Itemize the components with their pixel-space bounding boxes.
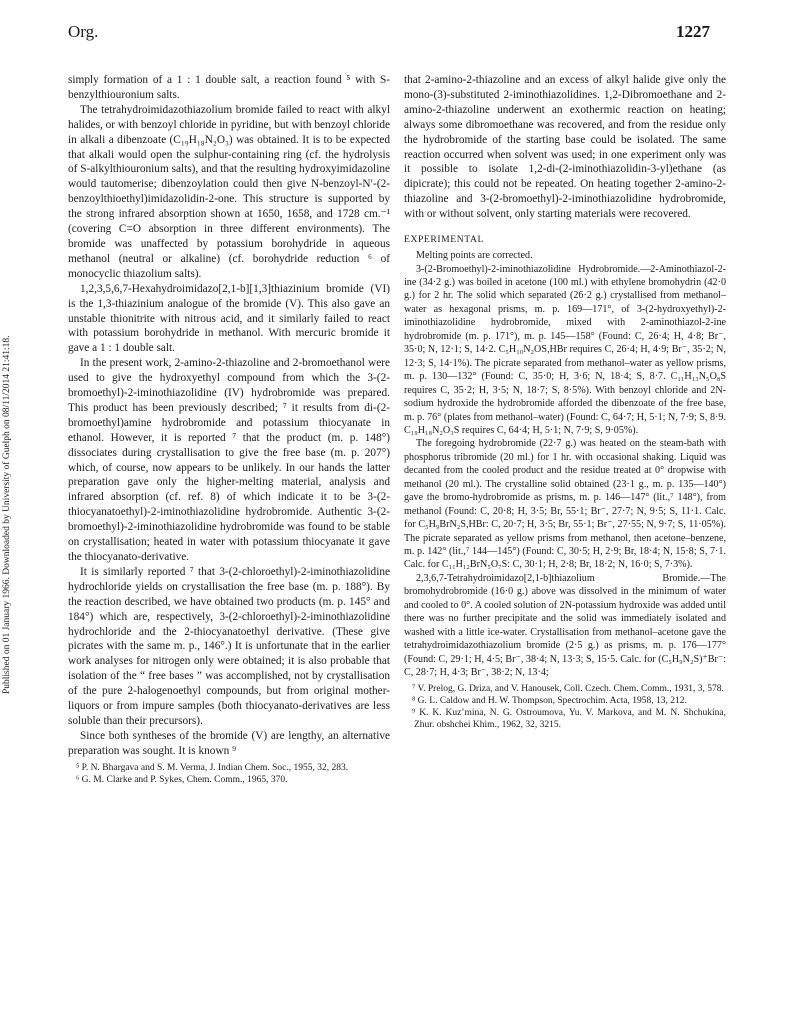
- download-watermark: Published on 01 January 1966. Downloaded by University of Guelph on 08/11/2014 21:41:18.: [2, 335, 12, 695]
- experimental-paragraph: 3-(2-Bromoethyl)-2-iminothiazolidine Hydrobromide.—2-Aminothiazol-2-ine (34·2 g.) was boiled in acetone (100 ml.) with ethylene bromohydrin (42·0 g.) for 2 hr. The solid which separated (26·2 g.) crystallised from methanol–water as hexagonal prisms, m. p. 169—171°, of 3-(2-hydroxyethyl)-2-iminothiazolidine hydrobromide, mixed with 2-aminothiazol-2-ine hydrobromide (m. p. 171°), m. p. 145—158° (Found: C, 26·4; H, 4·8; Br⁻, 35·0; N, 12·1; S, 14·2. C₅H₁₀N₂OS,HBr requires C, 26·4; H, 4·9; Br⁻, 35·2; N, 12·3; S, 14·1%). The picrate separated from methanol–water as yellow prisms, m. p. 130—132° (Found: C, 35·0; H, 3·6; N, 18·4; S, 8·7. C₁₁H₁₃N₅O₈S requires C, 35·2; H, 3·5; N, 18·7; S, 8·5%). With benzoyl chloride and 2N-sodium hydroxide the hydrobromide afforded the dibenzoate of the free base, m. p. 76° (plates from methanol–water) (Found: C, 64·7; H, 5·1; N, 7·9; S, 8·9. C₁₉H₁₈N₂O₃S requires C, 64·4; H, 5·1; N, 7·9; S, 9·05%).: [404, 263, 726, 436]
- body-paragraph: 1,2,3,5,6,7-Hexahydroimidazo[2,1-b][1,3]thiazinium bromide (VI) is the 1,3-thiazinium analogue of the bromide (V). This also gave an unstable thionitrite with nitrous acid, and it similarly failed to react with potassium borohydride in methanol. With mercuric bromide it gave a 1 : 1 double salt.: [68, 282, 390, 355]
- right-column: [404, 73, 726, 732]
- journal-section-title: Org.: [68, 22, 99, 41]
- body-paragraph: It is similarly reported ⁷ that 3-(2-chloroethyl)-2-iminothiazolidine hydrochloride yields on crystallisation the free base (m. p. 188°). By the reaction described, we have obtained two products (m. p. 145° and 184°) which are, respectively, 3-(2-chloroethyl)-2-iminothiazolidine hydrochloride and the 2-thiocyanatoethyl derivative. (These give picrates with the same m. p., 146°.) It is unfortunate that in the earlier work analyses for nitrogen only were obtained; it is also probable that isolation of the “ free bases ” was accomplished, not by crystallisation of the pure 2-halogenoethyl compounds, but from original mother-liquors or from impure samples (both thiocyanato-derivatives are less soluble than their precursors).: [68, 565, 390, 727]
- footnote: ⁸ G. L. Caldow and H. W. Thompson, Spectrochim. Acta, 1958, 13, 212.: [412, 695, 687, 706]
- body-paragraph: In the present work, 2-amino-2-thiazoline and 2-bromoethanol were used to give the hydroxyethyl compound from which the 3-(2-bromoethyl)-2-iminothiazolidine (IV) hydrobromide was prepared. This product has been previously described; ⁷ it results from di-(2-bromoethyl)amine hydrobromide and potassium thiocyanate in ethanol. However, it is reported ⁷ that the product (m. p. 148°) dissociates during crystallisation to give the free base (m. p. 207°) which, of course, now appears to be unlikely. In our hands the latter preparation gave only the higher-melting material, analysis and infrared absorption (cf. ref. 8) of which indicate it to be 3-(2-thiocyanatoethyl)-2-iminothiazolidine hydrobromide. Authentic 3-(2-bromoethyl)-2-iminothiazolidine hydrobromide was found to be stable on crystallisation; heated in water with potassium thiocyanate it gave the thiocyanato-derivative.: [68, 357, 390, 563]
- footnote: ⁵ P. N. Bhargava and S. M. Verma, J. Indian Chem. Soc., 1955, 32, 283.: [76, 762, 349, 773]
- footnote: ⁹ K. K. Kuz’mina, N. G. Ostroumova, Yu. V. Markova, and M. N. Shchukina, Zhur. obshchei Khim., 1962, 32, 3215.: [412, 708, 726, 731]
- page-number: 1227: [676, 22, 710, 41]
- experimental-section: [404, 249, 726, 680]
- experimental-paragraph: Melting points are corrected.: [416, 250, 533, 262]
- body-paragraph: The tetrahydroimidazothiazolium bromide failed to react with alkyl halides, or with benzoyl chloride in pyridine, but with benzoyl chloride in alkali a dibenzoate (C₁₉H₁₈N₂O₃) was obtained. It is to be expected that alkali would open the sulphur-containing ring (cf. the hydrolysis of S-alkylthiouronium salts), and that the resulting hydroxyimidazoline would tautomerise; dibenzoylation could then give N-benzoyl-N′-(2-benzoylthioethyl)imidazolidin-2-one. This structure is supported by the strong infrared absorption shown at 1650, 1658, and 1728 cm.⁻¹ (covering C=O absorption in three different environments). The bromide was unaffected by potassium borohydride in aqueous methanol (neutral or alkaline) (cf. borohydride reduction ⁶ of monocyclic thiazolium salts).: [68, 103, 390, 280]
- footnote: ⁷ V. Prelog, G. Driza, and V. Hanousek, Coll. Czech. Chem. Comm., 1931, 3, 578.: [412, 683, 724, 694]
- section-heading-experimental: EXPERIMENTAL: [404, 234, 484, 246]
- left-column: [68, 73, 390, 786]
- body-paragraph: Since both syntheses of the bromide (V) are lengthy, an alternative preparation was sought. It is known ⁹: [68, 729, 390, 757]
- body-paragraph: simply formation of a 1 : 1 double salt, a reaction found ⁵ with S-benzylthiouronium salts.: [68, 74, 390, 101]
- page-header: [68, 22, 710, 48]
- experimental-paragraph: The foregoing hydrobromide (22·7 g.) was heated on the steam-bath with phosphorus tribromide (20 ml.) for 1 hr. with occasional shaking. Liquid was decanted from the cooled product and the residue treated at 0° dropwise with methanol (20 ml.). The crystalline solid obtained (23·1 g., m. p. 135—140°) gave the bromo-hydrobromide as prisms, m. p. 146—147° (lit.,⁷ 148°), from methanol (Found: C, 20·8; H, 3·5; Br, 55·1; Br⁻, 27·7; N, 9·5; S, 11·1. Calc. for C₅H₉BrN₂S,HBr: C, 20·7; H, 3·5; Br, 55·1; Br⁻, 27·55; N, 9·7; S, 11·05%). The picrate separated as yellow prisms from methanol, then acetone–benzene, m. p. 142° (lit.,⁷ 144—145°) (Found: C, 30·5; H, 2·9; Br, 18·4; N, 15·8; S, 7·1. Calc. for C₁₁H₁₂BrN₅O₇S: C, 30·1; H, 2·8; Br, 18·2; N, 16·0; S, 7·3%).: [404, 438, 726, 571]
- body-paragraph: that 2-amino-2-thiazoline and an excess of alkyl halide give only the mono-(3)-substituted 2-iminothiazolidines. 1,2-Dibromoethane and 2-amino-2-thiazoline underwent an exothermic reaction on heating; always some dibromoethane was recovered, and from the residue only the hydrobromide of the starting base could be isolated. The same reaction occurred when solvent was used; in one experiment only was it possible to isolate 1,2-di-(2-iminothiazolidin-3-yl)ethane (as dipicrate); this could not be repeated. On heating together 2-amino-2-thiazoline and 3-(2-bromoethyl)-2-iminothiazolidine hydrobromide, with or without solvent, only starting materials were recovered.: [404, 74, 726, 221]
- footnote: ⁶ G. M. Clarke and P. Sykes, Chem. Comm., 1965, 370.: [76, 774, 288, 785]
- experimental-paragraph: 2,3,6,7-Tetrahydroimidazo[2,1-b]thiazolium Bromide.—The bromohydrobromide (16·0 g.) above was dissolved in the minimum of water and cooled to 0°. A cooled solution of 2N-potassium hydroxide was added until there was no further precipitate and the solid was immediately isolated and washed with a little ice-water. Crystallisation from methanol–acetone gave the tetrahydroimidazothiazolium bromide (2·5 g.) as prisms, m. p. 176—177° (Found: C, 29·1; H, 4·5; Br⁻, 38·4; N, 13·3; S, 15·5. Calc. for (C₅H₉N₂S)⁺Br⁻: C, 28·7; H, 4·3; Br⁻, 38·2; N, 13·4;: [404, 572, 726, 679]
